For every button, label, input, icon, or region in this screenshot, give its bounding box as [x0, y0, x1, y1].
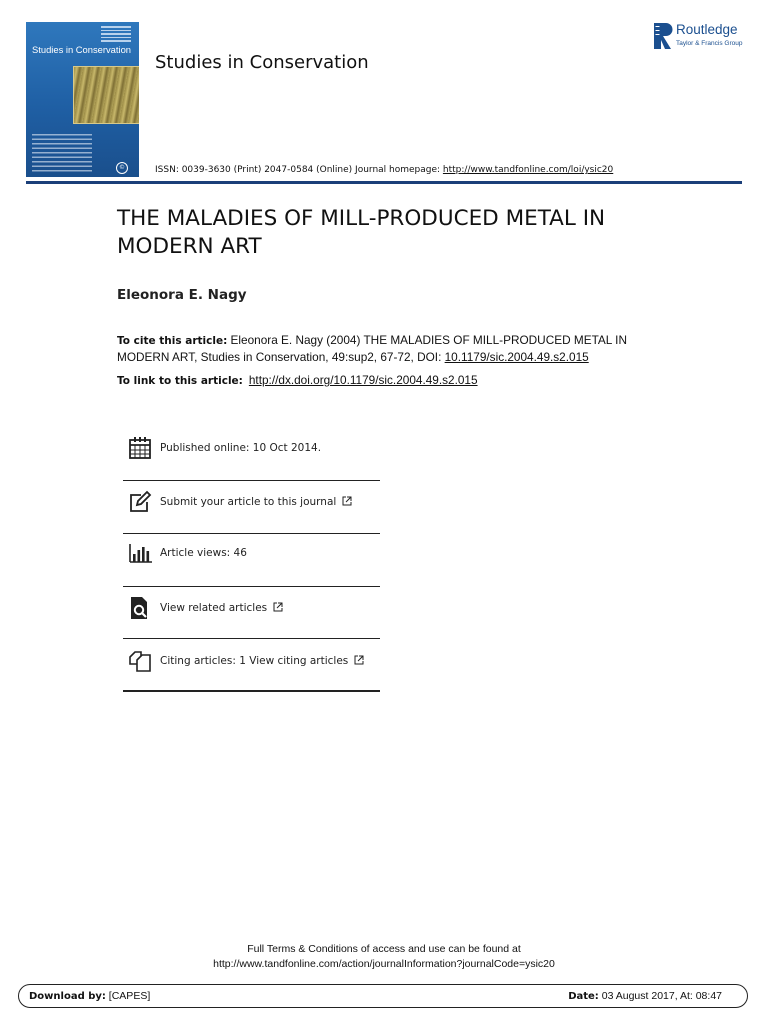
article-views-row — [123, 534, 380, 572]
article-views-text: Article views: 46 — [160, 547, 247, 559]
info-divider — [123, 638, 380, 639]
bar-chart-icon — [127, 540, 153, 566]
related-articles-row[interactable] — [123, 589, 380, 627]
journal-homepage-link[interactable]: http://www.tandfonline.com/loi/ysic20 — [442, 165, 614, 175]
download-by — [29, 990, 150, 1002]
publisher-subtitle: Taylor & Francis Group — [676, 40, 743, 47]
document-search-icon — [127, 595, 153, 621]
header-divider — [26, 181, 742, 184]
terms-and-conditions — [0, 942, 768, 972]
article-title: THE MALADIES OF MILL-PRODUCED METAL IN MODERN ART — [117, 206, 606, 259]
external-link-icon — [354, 655, 364, 665]
article-link-line — [117, 373, 478, 387]
issn-text: ISSN: 0039-3630 (Print) 2047-0584 (Online) Journal homepage: — [155, 165, 443, 175]
cover-publisher-logo-icon: © — [116, 162, 128, 174]
info-bottom-divider — [123, 690, 380, 692]
pencil-edit-icon — [127, 489, 153, 515]
article-author[interactable]: Eleonora E. Nagy — [117, 287, 247, 303]
submit-article-link[interactable] — [160, 496, 352, 508]
issn-line — [155, 165, 613, 175]
citing-articles-link[interactable] — [160, 655, 364, 667]
date-value: 03 August 2017, At: 08:47 — [598, 990, 722, 1002]
terms-url[interactable]: http://www.tandfonline.com/action/journalInformation?journalCode=ysic20 — [213, 958, 555, 970]
cover-artwork — [73, 66, 139, 124]
link-label: To link to this article: — [117, 375, 243, 387]
external-link-icon — [342, 496, 352, 506]
related-articles-label: View related articles — [160, 602, 268, 614]
cover-title: Studies in Conservation — [32, 44, 132, 55]
info-divider — [123, 586, 380, 587]
journal-cover-image — [26, 22, 139, 177]
download-label: Download by: — [29, 991, 106, 1002]
submit-article-label: Submit your article to this journal — [160, 496, 337, 508]
cite-doi-link[interactable]: 10.1179/sic.2004.49.s2.015 — [444, 349, 589, 364]
published-online-text: Published online: 10 Oct 2014. — [160, 442, 322, 454]
submit-article-row[interactable] — [123, 483, 380, 521]
related-articles-link[interactable] — [160, 602, 283, 614]
download-value: [CAPES] — [105, 990, 151, 1002]
journal-name[interactable]: Studies in Conservation — [155, 52, 369, 73]
info-divider — [123, 480, 380, 481]
terms-line-1: Full Terms & Conditions of access and use can be found at — [247, 943, 521, 955]
article-doi-link[interactable]: http://dx.doi.org/10.1179/sic.2004.49.s2.015 — [248, 373, 478, 387]
citing-documents-icon — [127, 648, 153, 674]
external-link-icon — [273, 602, 283, 612]
cover-stripes — [101, 26, 131, 44]
cite-text: Eleonora E. Nagy (2004) THE MALADIES OF MILL-PRODUCED METAL IN MODERN ART, Studies in Conservation, 49:sup2, 67-72, DOI: — [117, 333, 627, 364]
date-label: Date: — [568, 991, 599, 1002]
published-online-row — [123, 429, 380, 467]
citation-block — [117, 333, 677, 365]
citing-articles-row[interactable] — [123, 642, 380, 680]
cover-text-block — [32, 134, 92, 172]
calendar-icon — [127, 435, 153, 461]
publisher-name: Routledge — [676, 22, 738, 37]
cite-label: To cite this article: — [117, 335, 228, 347]
download-date — [568, 990, 722, 1002]
routledge-logo-icon — [653, 22, 673, 50]
citing-articles-label: Citing articles: 1 View citing articles — [160, 655, 349, 667]
